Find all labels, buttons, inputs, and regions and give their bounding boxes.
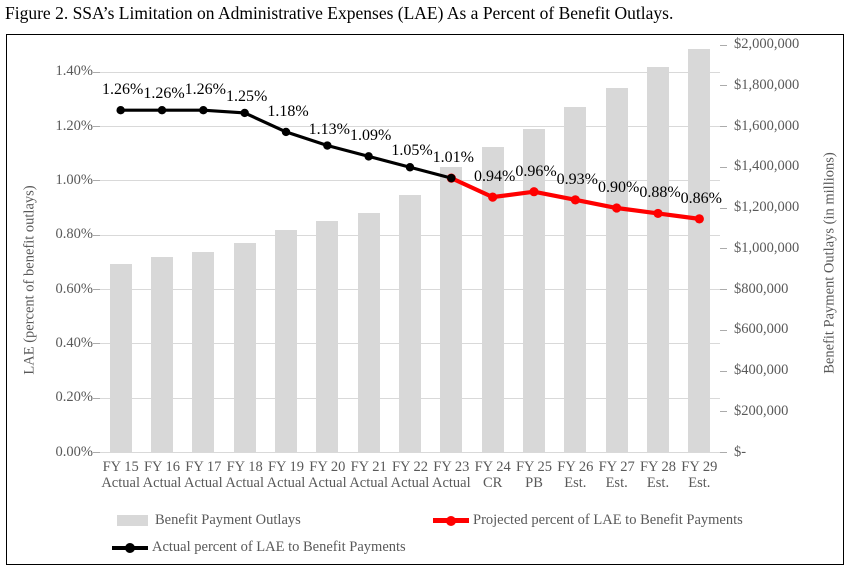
right-axis-tick-label: $1,000,000 <box>734 239 800 256</box>
right-axis-tick-label: $1,800,000 <box>734 76 800 93</box>
bar <box>110 264 132 452</box>
bar <box>482 147 504 453</box>
left-axis-tick <box>93 126 100 127</box>
figure-title: Figure 2. SSA’s Limitation on Administrative Expenses (LAE) As a Percent of Benefit Outlays. <box>5 3 674 23</box>
left-axis-tick <box>93 398 100 399</box>
right-axis-tick-label: $800,000 <box>734 280 789 297</box>
left-axis-tick-label: 1.20% <box>55 117 93 134</box>
fiscal-year-label: FY 23 <box>433 459 470 475</box>
data-label: 0.96% <box>515 162 557 180</box>
bar <box>316 221 338 452</box>
left-axis-tick-label: 1.40% <box>55 63 93 80</box>
bar <box>647 67 669 452</box>
gridline <box>100 72 720 73</box>
fiscal-year-label: FY 19 <box>267 459 305 475</box>
right-axis-title: Benefit Payment Outlays (in millions) <box>821 152 838 374</box>
period-label: Est. <box>646 475 670 491</box>
period-label: Actual <box>432 475 471 491</box>
period-label: Actual <box>349 475 388 491</box>
fiscal-year-label: FY 29 <box>681 459 718 475</box>
right-axis-tick <box>720 45 727 46</box>
legend-label: Projected percent of LAE to Benefit Payments <box>473 512 743 528</box>
fiscal-year-label: FY 24 <box>474 459 511 475</box>
right-axis-tick-label: $600,000 <box>734 321 789 338</box>
fiscal-year-label: FY 20 <box>309 459 346 475</box>
line-marker-dot-icon <box>125 543 135 553</box>
left-axis-tick <box>93 452 100 453</box>
bar-series-swatch <box>117 515 148 526</box>
bar <box>358 213 380 452</box>
left-axis-tick-label: 0.80% <box>55 226 93 243</box>
bar <box>234 243 256 453</box>
bar <box>564 107 586 452</box>
legend-label: Benefit Payment Outlays <box>155 512 301 528</box>
actual-line-swatch <box>112 546 148 550</box>
data-label: 0.90% <box>597 179 640 196</box>
right-axis-tick <box>720 411 727 412</box>
fiscal-year-label: FY 22 <box>391 459 429 475</box>
fiscal-year-label: FY 21 <box>350 459 387 475</box>
right-axis-tick <box>720 452 727 453</box>
legend-item-benefit-payment-outlays <box>117 512 301 529</box>
legend-item-projected-lae <box>433 512 743 529</box>
right-axis-tick-label: $200,000 <box>734 402 789 419</box>
period-label: Est. <box>564 475 587 491</box>
right-axis-tick <box>720 248 727 249</box>
right-axis-tick <box>720 330 727 331</box>
right-axis-tick-label: $2,000,000 <box>734 36 800 52</box>
period-label: PB <box>525 475 543 491</box>
left-axis-tick-label: 0.40% <box>55 334 93 351</box>
data-label: 1.09% <box>349 127 392 145</box>
fiscal-year-label: FY 16 <box>143 459 181 475</box>
fiscal-year-label: FY 28 <box>639 459 677 475</box>
data-label: 1.26% <box>143 85 185 103</box>
period-label: CR <box>482 475 503 491</box>
x-category-label <box>667 459 731 491</box>
data-label: 0.86% <box>680 189 722 207</box>
bar <box>440 167 462 452</box>
fiscal-year-label: FY 25 <box>515 459 553 475</box>
legend-item-actual-lae <box>112 539 406 556</box>
left-axis-tick <box>93 289 100 290</box>
bar <box>606 88 628 453</box>
line-marker-dot-icon <box>446 516 456 526</box>
right-axis-tick <box>720 289 727 290</box>
period-label: Actual <box>184 475 223 491</box>
data-label: 1.26% <box>184 81 226 99</box>
left-axis-tick-label: 0.60% <box>55 280 93 297</box>
right-axis-tick-label: $1,400,000 <box>734 158 800 175</box>
period-label: Est. <box>688 475 711 491</box>
projected-line-swatch <box>433 518 469 523</box>
data-label: 1.26% <box>101 81 144 99</box>
left-axis-tick <box>93 235 100 236</box>
left-axis-tick <box>93 343 100 344</box>
period-label: Actual <box>101 475 140 491</box>
left-axis-tick <box>93 72 100 73</box>
right-axis-tick-label: $1,200,000 <box>734 199 800 215</box>
right-axis-tick <box>720 126 727 127</box>
fiscal-year-label: FY 18 <box>226 459 263 475</box>
legend-label: Actual percent of LAE to Benefit Payments <box>152 539 406 555</box>
bar <box>192 252 214 453</box>
data-label: 0.94% <box>473 168 516 186</box>
period-label: Actual <box>266 475 306 491</box>
period-label: Actual <box>308 475 347 491</box>
right-axis-tick <box>720 371 727 372</box>
bar <box>399 195 421 453</box>
period-label: Actual <box>142 475 182 491</box>
data-label: 1.01% <box>432 149 474 167</box>
fiscal-year-label: FY 17 <box>185 459 222 475</box>
right-axis-tick <box>720 85 727 86</box>
fiscal-year-label: FY 27 <box>598 459 635 475</box>
right-axis-tick-label: $400,000 <box>734 362 789 378</box>
period-label: Actual <box>390 475 430 491</box>
data-label: 1.13% <box>308 120 350 138</box>
data-label: 1.25% <box>225 87 268 105</box>
fiscal-year-label: FY 15 <box>102 459 139 475</box>
left-axis-tick-label: 0.20% <box>55 389 93 406</box>
right-axis-tick <box>720 167 727 168</box>
data-label: 1.05% <box>391 142 433 160</box>
bar <box>151 257 173 453</box>
period-label: Est. <box>605 475 628 491</box>
period-label: Actual <box>225 475 264 491</box>
data-label: 0.93% <box>556 170 598 188</box>
bar <box>275 230 297 452</box>
bar <box>688 49 710 452</box>
left-axis-tick-label: 0.00% <box>55 443 93 460</box>
right-axis-tick-label: $1,600,000 <box>734 117 800 134</box>
left-axis-tick-label: 1.00% <box>55 171 93 188</box>
left-axis-tick <box>93 180 100 181</box>
left-axis-title: LAE (percent of benefit outlays) <box>21 185 38 375</box>
fiscal-year-label: FY 26 <box>557 459 594 475</box>
data-label: 1.18% <box>267 102 309 120</box>
data-label: 0.88% <box>639 184 681 202</box>
right-axis-tick-label: $- <box>734 443 747 460</box>
